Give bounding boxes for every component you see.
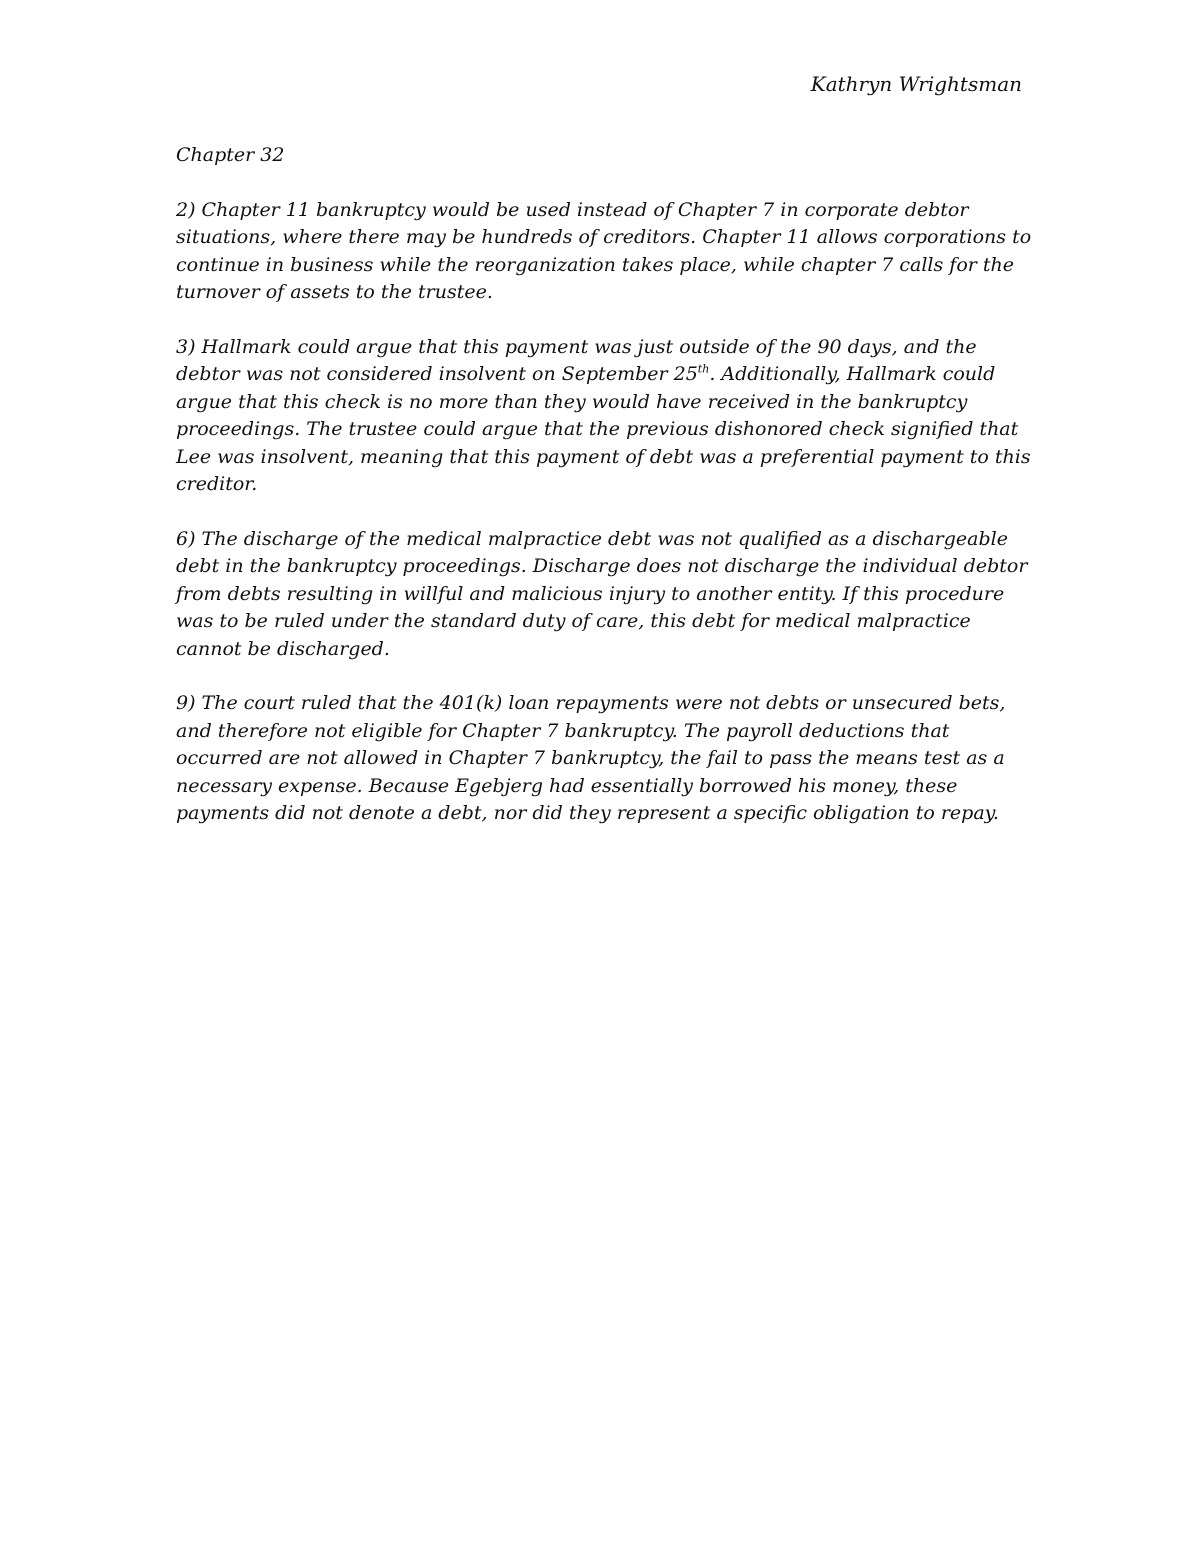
ordinal-suffix: th [697, 362, 710, 376]
answer-9: 9) The court ruled that the 401(k) loan repayments were not debts or unsecured bets, and therefore not eligible for Chapter 7 bankruptcy. The payroll deductions that occurred are not allowed in Chapter 7 bankruptcy, the fail to pass the means test as a necessary expense. Because Egebjerg had essentially borrowed his money, these payments did not denote a debt, nor did they represent a specific obligation to repay. [176, 692, 1006, 824]
answer-6: 6) The discharge of the medical malpractice debt was not qualified as a dischargeable debt in the bankruptcy proceedings. Discharge does not discharge the individual debtor from debts resulting in willful and malicious injury to another entity. If this procedure was to be ruled under the standard duty of care, this debt for medical malpractice cannot be discharged. [176, 527, 1028, 660]
chapter-title: Chapter 32 [176, 144, 285, 166]
answer-3-text-after: . Additionally, Hallmark could argue that this check is no more than they would have received in the bankruptcy proceedings. The trustee could argue that the previous dishonored check signified that Lee was insolvent, meaning that this payment of debt was a preferential payment to this creditor. [176, 363, 1031, 495]
answer-3 [176, 334, 1036, 499]
answer-3-text-before: 3) Hallmark could argue that this payment was just outside of the 90 days, and the debtor was not considered insolvent on September 25 [176, 335, 977, 385]
author-name: Kathryn Wrightsman [810, 72, 1022, 96]
document-body [176, 142, 1036, 855]
answer-2: 2) Chapter 11 bankruptcy would be used instead of Chapter 7 in corporate debtor situations, where there may be hundreds of creditors. Chapter 11 allows corporations to continue in business while the reorganization takes place, while chapter 7 calls for the turnover of assets to the trustee. [176, 198, 1032, 303]
